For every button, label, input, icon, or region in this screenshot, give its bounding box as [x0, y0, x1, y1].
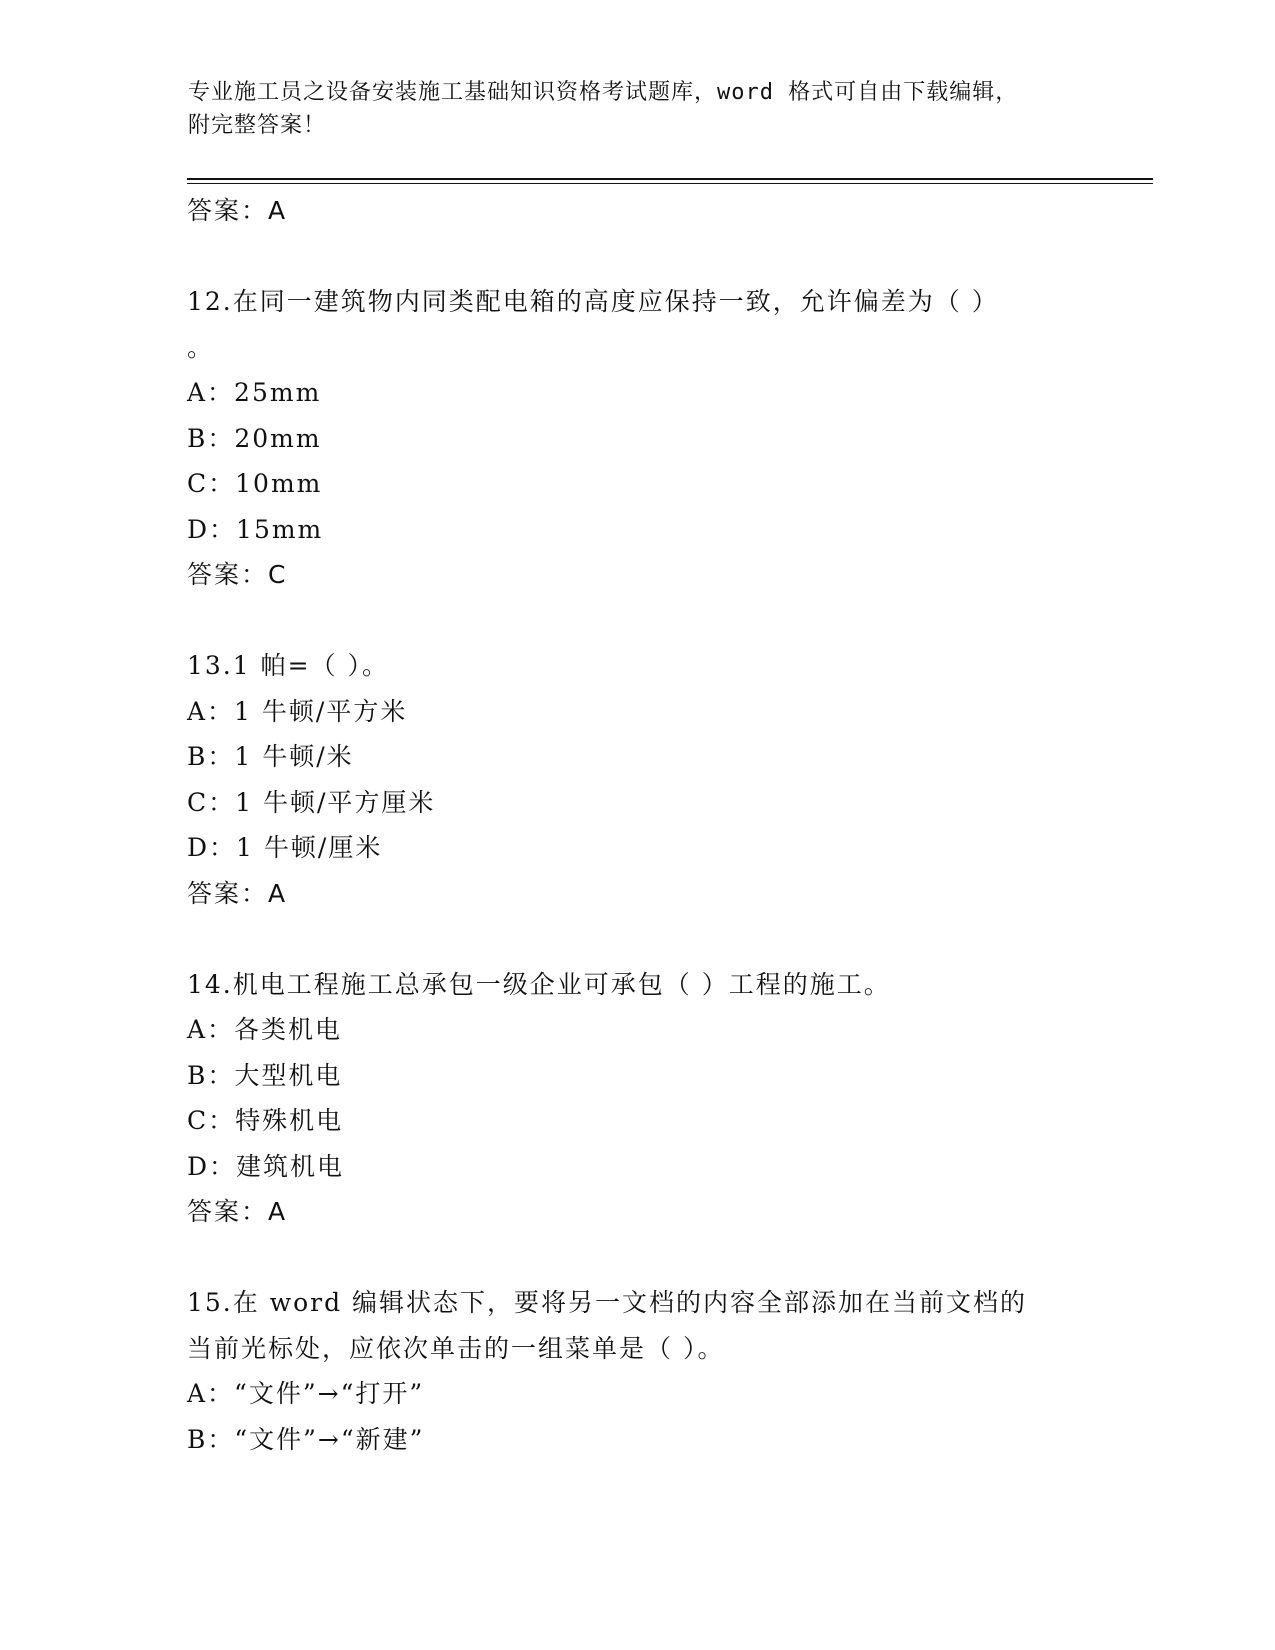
answer-line: 答案：C [187, 560, 288, 589]
question-12 [187, 279, 1087, 598]
question-stem: 15.在 word 编辑状态下，要将另一文档的内容全部添加在当前文档的 [187, 1288, 1028, 1317]
header-divider-thin [187, 183, 1153, 184]
option-a: A：1 牛顿/平方米 [187, 696, 408, 726]
question-13 [187, 643, 1087, 916]
option-a: A：“文件”→“打开” [187, 1379, 425, 1408]
option-b: B：1 牛顿/米 [187, 742, 354, 771]
question-14 [187, 962, 1087, 1235]
question-15 [187, 1280, 1087, 1462]
answer-line: 答案：A [187, 878, 288, 908]
question-stem: 12.在同一建筑物内同类配电箱的高度应保持一致，允许偏差为（ ） [187, 287, 999, 316]
question-stem: 13.1 帕=（ ）。 [187, 651, 390, 680]
option-d: D：建筑机电 [187, 1151, 345, 1181]
option-c: C：特殊机电 [187, 1106, 344, 1135]
question-stem-continued: 。 [187, 332, 215, 362]
question-list [187, 188, 1087, 1462]
header-divider-thick [187, 178, 1153, 180]
header-line-2: 附完整答案！ [188, 113, 327, 138]
spacer [187, 1235, 1087, 1281]
option-c: C：10mm [187, 469, 323, 498]
header-line-1: 专业施工员之设备安装施工基础知识资格考试题库，word 格式可自由下载编辑， [188, 80, 1019, 105]
option-b: B：大型机电 [187, 1060, 343, 1090]
option-c: C：1 牛顿/平方厘米 [187, 787, 436, 817]
spacer [187, 234, 1087, 280]
option-a: A：25mm [187, 378, 322, 407]
option-d: D：15mm [187, 514, 324, 544]
option-a: A：各类机电 [187, 1015, 343, 1044]
question-stem: 14.机电工程施工总承包一级企业可承包（ ）工程的施工。 [187, 969, 891, 999]
question-stem-continued: 当前光标处，应依次单击的一组菜单是（ ）。 [187, 1333, 725, 1363]
spacer [187, 598, 1087, 644]
option-b: B：“文件”→“新建” [187, 1424, 425, 1454]
spacer [187, 916, 1087, 962]
option-d: D：1 牛顿/厘米 [187, 833, 383, 862]
page-header [188, 76, 1088, 142]
option-b: B：20mm [187, 423, 322, 453]
answer-line: 答案：A [187, 1197, 288, 1226]
previous-answer: 答案：A [187, 196, 288, 225]
